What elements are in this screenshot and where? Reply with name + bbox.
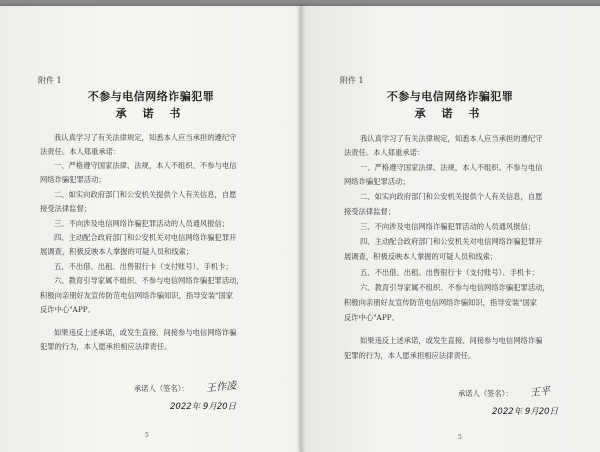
body-line: 如果违反上述承诺，或发生直接、间接参与电信网络诈骗: [360, 336, 543, 345]
handwritten-signature: 王作凌: [205, 380, 237, 395]
body-line: 展调查，积极反映本人掌握的可疑人员和线索；: [40, 247, 194, 256]
handwritten-date: 2022年 9月20日: [492, 407, 559, 417]
body-line: 网络诈骗犯罪活动；: [344, 177, 410, 186]
body-line: 反诈中心"APP。: [40, 305, 95, 314]
attachment-label: 附件 1: [340, 76, 364, 85]
body-line: 积极向亲朋好友宣传防范电信网络诈骗知识，指导安装"国家: [344, 298, 538, 307]
document-title: 不参与电信网络诈骗犯罪: [386, 90, 514, 103]
body-line: 三、不向涉及电信网络诈骗犯罪活动的人员通风报信；: [54, 219, 230, 228]
body-line: 一、严格遵守国家法律、法规，本人不组织、不参与电信: [54, 161, 237, 170]
body-line: 犯罪的行为，本人愿承担相应法律责任。: [40, 342, 172, 351]
body-line: 二、如实向政府部门和公安机关提供个人有关信息，自愿: [360, 192, 543, 201]
body-line: 三、不向涉及电信网络诈骗犯罪活动的人员通风报信；: [360, 222, 536, 231]
body-line: 法责任。本人郑重承诺：: [344, 148, 425, 157]
body-line: 接受法律监督；: [344, 207, 396, 216]
handwritten-signature: 王平: [529, 385, 551, 400]
body-line: 四、主动配合政府部门和公安机关对电信网络诈骗犯罪开: [54, 233, 237, 242]
document-title: 不参与电信网络诈骗犯罪: [87, 90, 215, 103]
body-line: 网络诈骗犯罪活动；: [40, 175, 106, 184]
document-subtitle: 承 诺 书: [414, 107, 486, 120]
body-line: 六、教育引导家属不组织、不参与电信网络诈骗犯罪活动，: [54, 276, 244, 285]
page-number: 5: [145, 432, 149, 439]
signer-label: 承诺人（签名）：: [134, 384, 189, 393]
body-line: 如果违反上述承诺，或发生直接、间接参与电信网络诈骗: [54, 328, 237, 337]
page-shadow: [300, 6, 306, 452]
body-line: 四、主动配合政府部门和公安机关对电信网络诈骗犯罪开: [360, 237, 543, 246]
body-line: 反诈中心"APP。: [344, 313, 399, 322]
body-line: 积极向亲朋好友宣传防范电信网络诈骗知识，指导安装"国家: [40, 291, 234, 300]
page-number: 5: [458, 434, 462, 441]
body-line: 二、如实向政府部门和公安机关提供个人有关信息，自愿: [54, 190, 237, 199]
body-line: 五、不出借、出租、出售银行卡（支付账号）、手机卡；: [54, 262, 233, 271]
body-line: 展调查，积极反映本人掌握的可疑人员和线索；: [344, 252, 498, 261]
document-subtitle: 承 诺 书: [115, 107, 187, 120]
handwritten-date: 2022年 9月20日: [170, 402, 237, 412]
body-line: 我认真学习了有关法律规定，知悉本人应当承担的遵纪守: [360, 134, 543, 143]
body-line: 我认真学习了有关法律规定，知悉本人应当承担的遵纪守: [54, 133, 237, 142]
body-line: 接受法律监督；: [40, 204, 92, 213]
document-page-right: [300, 6, 600, 452]
body-line: 五、不出借、出租、出售银行卡（支付账号）、手机卡；: [360, 268, 539, 277]
body-line: 法责任。本人郑重承诺：: [40, 147, 121, 156]
body-line: 六、教育引导家属不组织、不参与电信网络诈骗犯罪活动，: [360, 283, 550, 292]
document-page-left: [0, 6, 302, 452]
body-line: 一、严格遵守国家法律、法规，本人不组织、不参与电信: [360, 163, 543, 172]
signer-label: 承诺人（签名）：: [458, 389, 513, 398]
body-line: 犯罪的行为，本人愿承担相应法律责任。: [344, 351, 476, 360]
attachment-label: 附件 1: [38, 76, 62, 85]
